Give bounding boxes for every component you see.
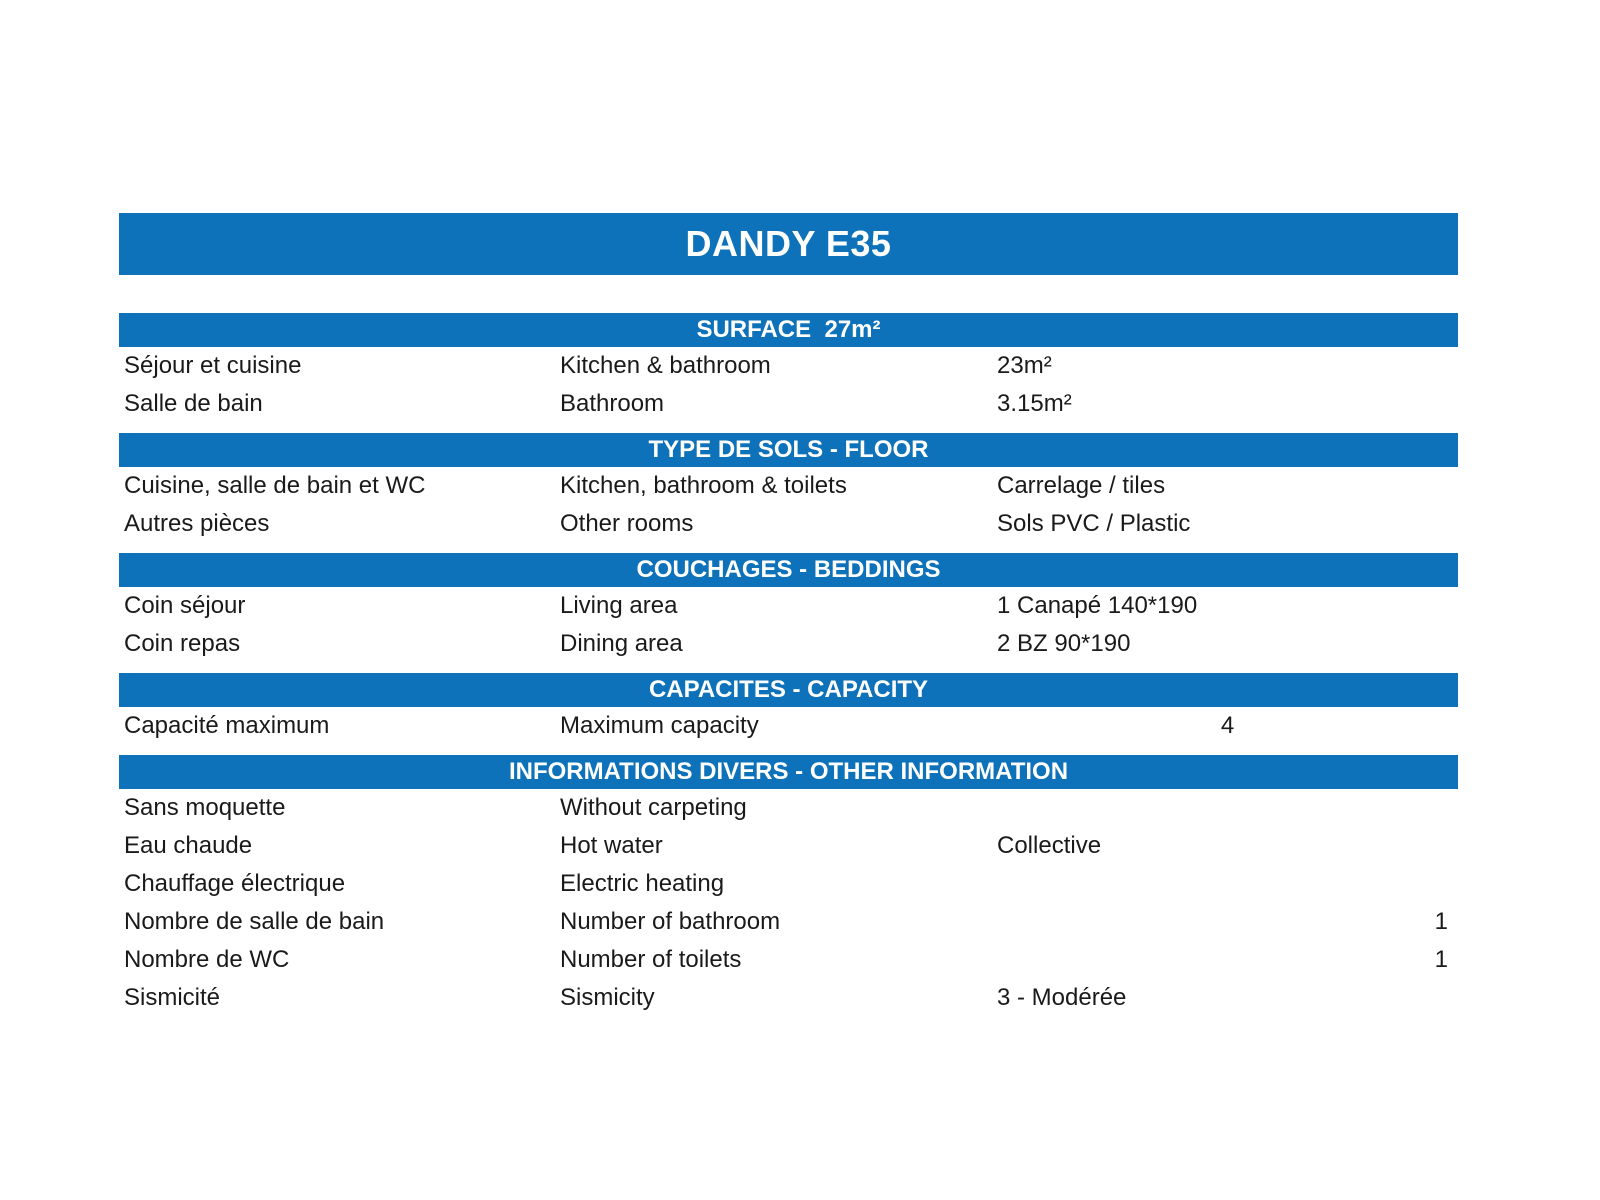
table-row: [119, 789, 1458, 827]
label-en: Other rooms: [560, 510, 694, 537]
section-header-bar: [119, 673, 1458, 707]
label-en: Sismicity: [560, 984, 655, 1011]
section-header-label: CAPACITES - CAPACITY: [648, 676, 929, 703]
value-cell: 1: [1434, 946, 1448, 973]
spec-section: [119, 313, 1458, 423]
table-row: [119, 865, 1458, 903]
label-fr: Séjour et cuisine: [124, 352, 302, 379]
section-header-bar: [119, 433, 1458, 467]
value-cell: Sols PVC / Plastic: [997, 510, 1191, 537]
label-en: Hot water: [560, 832, 663, 859]
value-cell: Collective: [997, 832, 1102, 859]
table-row: [119, 707, 1458, 745]
label-fr: Nombre de salle de bain: [124, 908, 385, 935]
label-en: Kitchen & bathroom: [560, 352, 771, 379]
label-fr: Cuisine, salle de bain et WC: [124, 472, 426, 499]
section-rows: [119, 587, 1458, 663]
table-row: [119, 385, 1458, 423]
table-row: [119, 827, 1458, 865]
section-header-bar: [119, 313, 1458, 347]
page-title: DANDY E35: [685, 223, 892, 264]
label-en: Electric heating: [560, 870, 725, 897]
table-row: [119, 347, 1458, 385]
spec-sheet: [119, 213, 1458, 1017]
table-row: [119, 903, 1458, 941]
value-cell: 3 - Modérée: [997, 984, 1127, 1011]
label-en: Living area: [560, 592, 678, 619]
label-fr: Eau chaude: [124, 832, 253, 859]
value-cell: 2 BZ 90*190: [997, 630, 1131, 657]
section-rows: [119, 789, 1458, 1017]
label-fr: Capacité maximum: [124, 712, 330, 739]
table-row: [119, 941, 1458, 979]
value-cell: 23m²: [997, 352, 1052, 379]
value-cell: 1: [1434, 908, 1448, 935]
label-en: Number of bathroom: [560, 908, 781, 935]
spec-section: [119, 673, 1458, 745]
sections-container: [119, 313, 1458, 1017]
label-fr: Nombre de WC: [124, 946, 290, 973]
label-fr: Coin repas: [124, 630, 241, 657]
spec-section: [119, 553, 1458, 663]
label-fr: Autres pièces: [124, 510, 270, 537]
section-rows: [119, 467, 1458, 543]
label-en: Number of toilets: [560, 946, 742, 973]
section-header-bar: [119, 755, 1458, 789]
table-row: [119, 625, 1458, 663]
label-fr: Coin séjour: [124, 592, 246, 619]
value-cell: 3.15m²: [997, 390, 1072, 417]
label-en: Kitchen, bathroom & toilets: [560, 472, 847, 499]
title-bar: [119, 213, 1458, 275]
section-rows: [119, 707, 1458, 745]
value-cell: Carrelage / tiles: [997, 472, 1166, 499]
spec-section: [119, 433, 1458, 543]
section-header-label: INFORMATIONS DIVERS - OTHER INFORMATION: [508, 758, 1069, 785]
section-header-label: SURFACE 27m²: [696, 316, 881, 343]
label-en: Maximum capacity: [560, 712, 759, 739]
label-en: Dining area: [560, 630, 683, 657]
label-fr: Salle de bain: [124, 390, 263, 417]
label-en: Without carpeting: [560, 794, 747, 821]
value-cell: 4: [1220, 712, 1235, 739]
table-row: [119, 587, 1458, 625]
section-header-label: COUCHAGES - BEDDINGS: [636, 556, 941, 583]
label-en: Bathroom: [560, 390, 665, 417]
section-header-bar: [119, 553, 1458, 587]
spec-section: [119, 755, 1458, 1017]
label-fr: Chauffage électrique: [124, 870, 346, 897]
section-rows: [119, 347, 1458, 423]
table-row: [119, 467, 1458, 505]
label-fr: Sismicité: [124, 984, 221, 1011]
section-header-label: TYPE DE SOLS - FLOOR: [648, 436, 929, 463]
table-row: [119, 979, 1458, 1017]
value-cell: 1 Canapé 140*190: [997, 592, 1198, 619]
label-fr: Sans moquette: [124, 794, 286, 821]
table-row: [119, 505, 1458, 543]
